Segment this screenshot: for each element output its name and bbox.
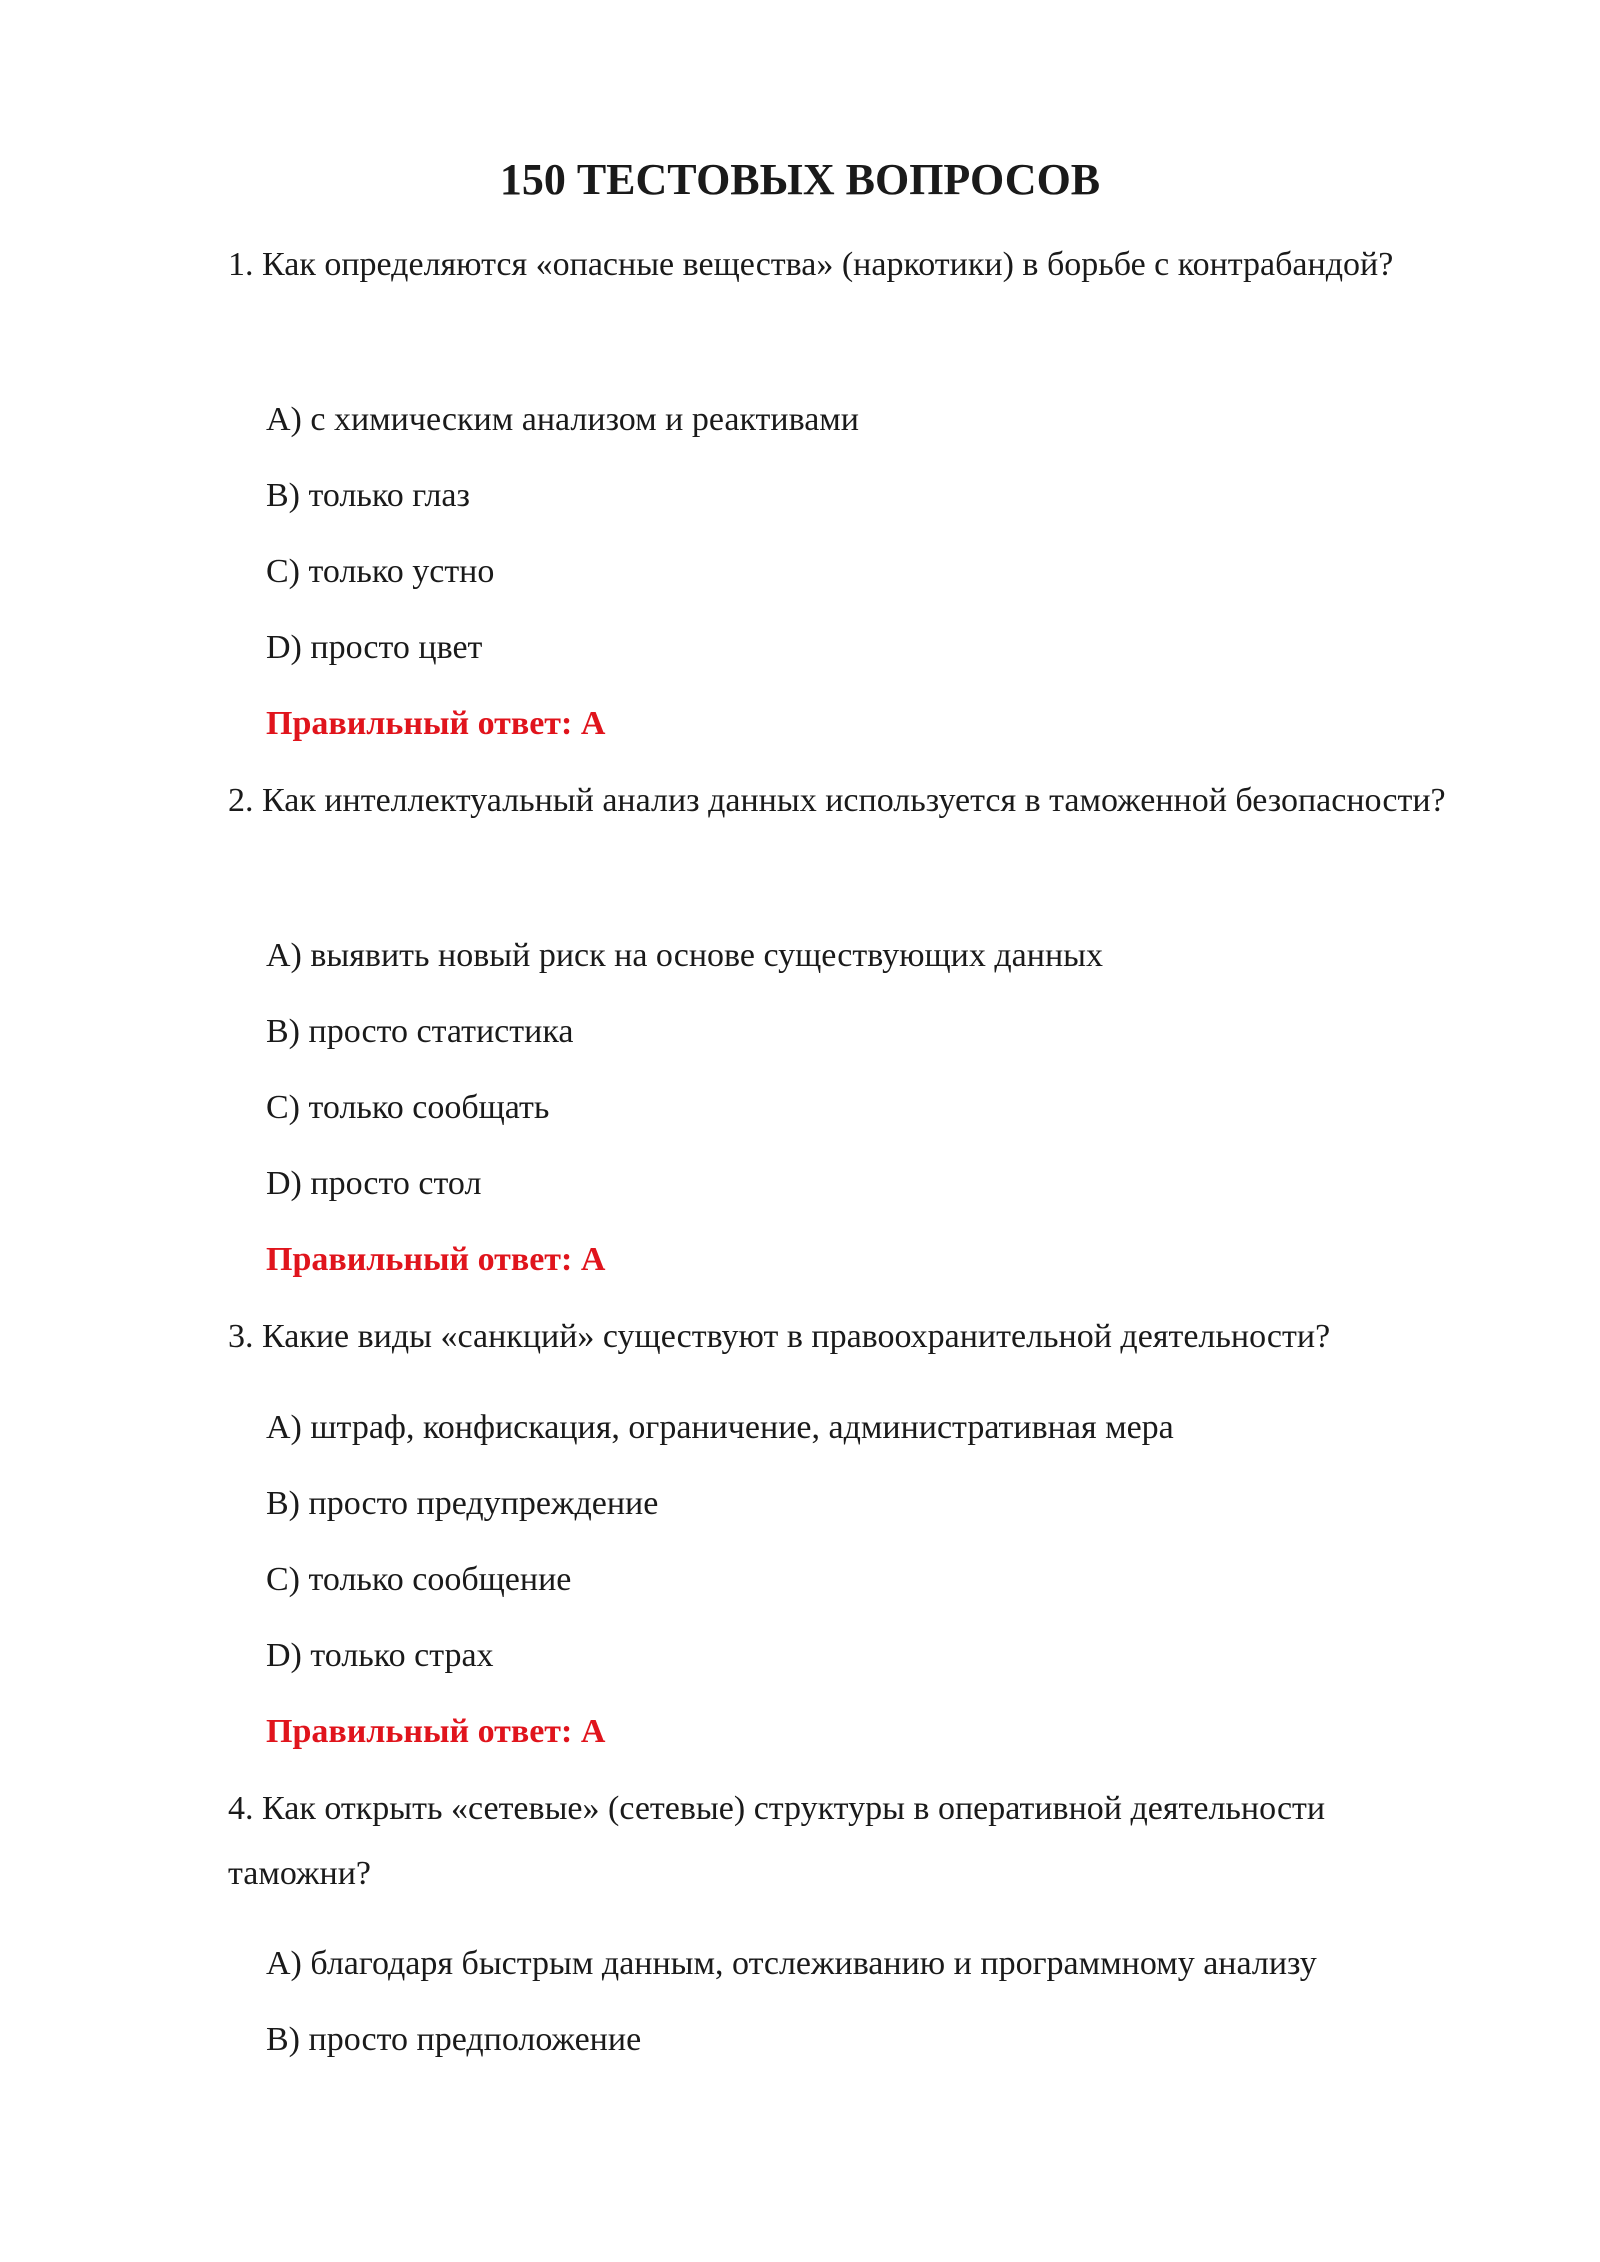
question-2-option-d: D) просто стол	[266, 1165, 482, 1202]
question-4-text: 4. Как открыть «сетевые» (сетевые) структуры в оперативной деятельности таможни?	[228, 1790, 1326, 1892]
document-title: 150 ТЕСТОВЫХ ВОПРОСОВ	[499, 155, 1101, 204]
question-3-text: 3. Какие виды «санкций» существуют в правоохранительной деятельности?	[228, 1318, 1331, 1355]
question-3-option-b: B) просто предупреждение	[266, 1485, 659, 1522]
question-2-option-c: C) только сообщать	[266, 1089, 550, 1126]
question-4-option-b: B) просто предположение	[266, 2021, 642, 2058]
question-2-text: 2. Как интеллектуальный анализ данных используется в таможенной безопасности?	[228, 782, 1446, 819]
question-1-text: 1. Как определяются «опасные вещества» (наркотики) в борьбе с контрабандой?	[228, 246, 1394, 283]
question-1-correct-answer: Правильный ответ: A	[266, 705, 606, 742]
question-1-option-a: A) с химическим анализом и реактивами	[266, 401, 859, 438]
question-3-correct-answer: Правильный ответ: A	[266, 1713, 606, 1750]
question-1-option-d: D) просто цвет	[266, 629, 483, 666]
question-2-option-a: A) выявить новый риск на основе существующих данных	[266, 937, 1103, 974]
question-3-option-c: C) только сообщение	[266, 1561, 572, 1598]
question-1-option-b: B) только глаз	[266, 477, 470, 514]
question-2-correct-answer: Правильный ответ: A	[266, 1241, 606, 1278]
question-2-option-b: B) просто статистика	[266, 1013, 574, 1050]
question-1-option-c: C) только устно	[266, 553, 495, 590]
question-4-option-a: A) благодаря быстрым данным, отслеживанию и программному анализу	[266, 1945, 1317, 1982]
question-3-option-a: A) штраф, конфискация, ограничение, административная мера	[266, 1409, 1174, 1446]
question-3-option-d: D) только страх	[266, 1637, 494, 1674]
